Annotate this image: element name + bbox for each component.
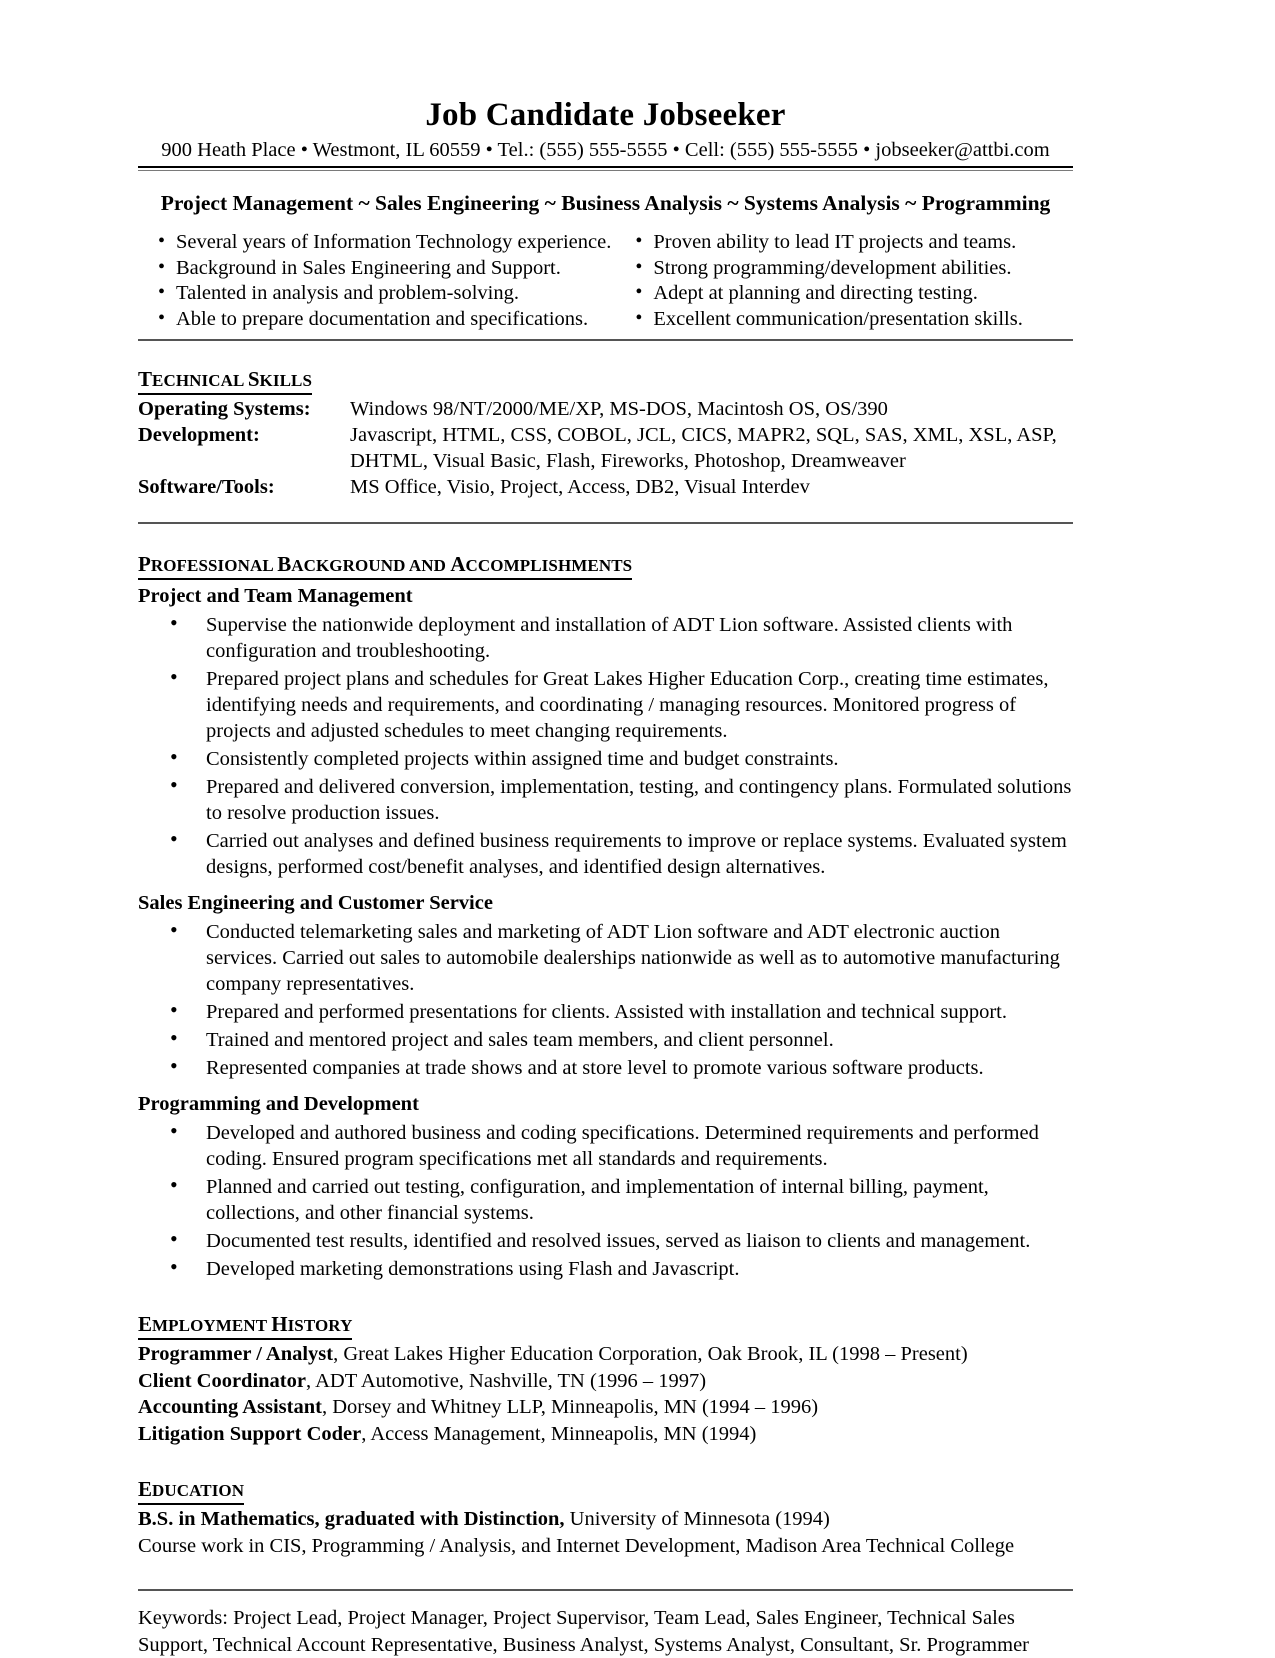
experience-bullet-text: Consistently completed projects within assigned time and budget constraints. [206, 748, 839, 770]
employment-job-detail: , Access Management, Minneapolis, MN (1994) [361, 1423, 756, 1445]
bullet-dot-icon: • [170, 1226, 178, 1252]
summary-column-left [138, 230, 611, 332]
heading-cap: T [138, 367, 152, 391]
heading-cap: E [138, 1312, 152, 1336]
bullet-dot-icon: • [170, 772, 178, 798]
summary-item [156, 281, 611, 307]
summary-item-text: Several years of Information Technology experience. [176, 231, 611, 253]
experience-bullet [138, 612, 1073, 664]
bullet-dot-icon: • [158, 229, 165, 255]
keywords-line: Support, Technical Account Representative, Business Analyst, Systems Analyst, Consultant, Sr. Programmer [138, 1632, 1073, 1658]
employment-entry [138, 1368, 1073, 1395]
experience-bullet [138, 999, 1073, 1025]
bullet-dot-icon: • [170, 1172, 178, 1198]
headline-tagline: Project Management ~ Sales Engineering ~ Business Analysis ~ Systems Analysis ~ Programming [138, 189, 1073, 217]
experience-bullet-text: Represented companies at trade shows and at store level to promote various software products. [206, 1057, 984, 1079]
heading-cap: E [138, 1477, 152, 1501]
skill-value: DHTML, Visual Basic, Flash, Fireworks, Photoshop, Dreamweaver [350, 448, 1073, 474]
summary-item-text: Adept at planning and directing testing. [653, 282, 978, 304]
experience-bullet-text: Conducted telemarketing sales and marketing of ADT Lion software and ADT electronic auction services. Carried out sales to automobile dealerships nationwide as well as to automotive manufacturing company representatives. [206, 921, 1060, 995]
experience-bullet-text: Prepared project plans and schedules for Great Lakes Higher Education Corp., creating time estimates, identifying needs and requirements, and coordinating / managing resources. Monitored progress of projects and adjusted schedules to meet changing requirements. [206, 668, 1048, 742]
summary-item [633, 307, 1079, 333]
bullet-dot-icon: • [158, 280, 165, 306]
education-degree: B.S. in Mathematics, graduated with Distinction, [138, 1508, 565, 1530]
summary-column-right [611, 230, 1079, 332]
skill-label: Development: [138, 422, 350, 448]
bullet-dot-icon: • [170, 917, 178, 943]
experience-bullet-text: Prepared and performed presentations for clients. Assisted with installation and technical support. [206, 1001, 1007, 1023]
heading-cap: A [450, 552, 465, 576]
heading-smallcaps: KILLS [260, 371, 312, 390]
skill-row [138, 396, 1073, 422]
skills-divider [138, 522, 1073, 524]
education-section [138, 1477, 1073, 1559]
experience-group-title: Programming and Development [138, 1091, 1073, 1118]
professional-background-section [138, 552, 1073, 1282]
experience-bullet-list [138, 612, 1073, 880]
bullet-dot-icon: • [170, 826, 178, 852]
employment-job-detail: , Dorsey and Whitney LLP, Minneapolis, MN (1994 – 1996) [322, 1396, 818, 1418]
experience-bullet [138, 1027, 1073, 1053]
summary-item [156, 307, 611, 333]
skill-row [138, 474, 1073, 500]
skill-row-continuation [138, 448, 1073, 474]
heading-smallcaps: ROFESSIONAL [151, 556, 277, 575]
education-institution: University of Minnesota (1994) [565, 1508, 830, 1530]
keywords-footer [138, 1605, 1073, 1658]
skill-label: Operating Systems: [138, 396, 350, 422]
experience-bullet [138, 1120, 1073, 1172]
heading-smallcaps: CCOMPLISHMENTS [466, 556, 633, 575]
summary-item-text: Excellent communication/presentation skills. [653, 308, 1022, 330]
heading-smallcaps: DUCATION [152, 1481, 244, 1500]
experience-group-title: Project and Team Management [138, 583, 1073, 610]
summary-item-text: Talented in analysis and problem-solving. [176, 282, 519, 304]
education-coursework-row: Course work in CIS, Programming / Analysis, and Internet Development, Madison Area Technical College [138, 1533, 1073, 1560]
experience-bullet [138, 1228, 1073, 1254]
experience-bullet-list [138, 919, 1073, 1081]
resume-content [138, 95, 1073, 1658]
keywords-line: Keywords: Project Lead, Project Manager, Project Supervisor, Team Lead, Sales Engineer, Technical Sales [138, 1605, 1073, 1632]
skill-value: Javascript, HTML, CSS, COBOL, JCL, CICS, MAPR2, SQL, SAS, XML, XSL, ASP, [350, 422, 1073, 448]
education-heading [138, 1477, 244, 1505]
experience-bullet-text: Documented test results, identified and resolved issues, served as liaison to clients and management. [206, 1230, 1030, 1252]
experience-bullet [138, 1256, 1073, 1282]
summary-item-text: Able to prepare documentation and specifications. [176, 308, 588, 330]
experience-bullet [138, 774, 1073, 826]
experience-bullet [138, 1055, 1073, 1081]
experience-bullet [138, 828, 1073, 880]
employment-history-section [138, 1312, 1073, 1447]
professional-background-heading [138, 552, 632, 580]
technical-skills-heading [138, 367, 312, 395]
heading-cap: H [271, 1312, 287, 1336]
bullet-dot-icon: • [170, 997, 178, 1023]
experience-bullet [138, 666, 1073, 744]
heading-smallcaps: ACKGROUND AND [291, 556, 450, 575]
experience-bullet-list [138, 1120, 1073, 1282]
employment-entry [138, 1341, 1073, 1368]
technical-skills-section [138, 367, 1073, 500]
summary-item [156, 256, 611, 282]
bullet-dot-icon: • [170, 1025, 178, 1051]
bullet-dot-icon: • [170, 1254, 178, 1280]
contact-line: 900 Heath Place • Westmont, IL 60559 • Tel.: (555) 555-5555 • Cell: (555) 555-5555 • jobseeker@attbi.com [138, 135, 1073, 163]
bullet-dot-icon: • [170, 1118, 178, 1144]
experience-bullet-text: Planned and carried out testing, configuration, and implementation of internal billing, payment, collections, and other financial systems. [206, 1176, 989, 1224]
heading-smallcaps: ECHNICAL [152, 371, 248, 390]
experience-bullet-text: Prepared and delivered conversion, implementation, testing, and contingency plans. Formulated solutions to resolve production issues. [206, 776, 1071, 824]
skill-row [138, 422, 1073, 448]
employment-entry [138, 1394, 1073, 1421]
bullet-dot-icon: • [170, 744, 178, 770]
employment-job-title: Client Coordinator [138, 1370, 306, 1392]
keywords-divider [138, 1589, 1073, 1591]
employment-job-title: Accounting Assistant [138, 1396, 322, 1418]
education-degree-row [138, 1506, 1073, 1533]
skill-label [138, 448, 350, 474]
bullet-dot-icon: • [170, 1053, 178, 1079]
summary-item [156, 230, 611, 256]
summary-highlights [138, 230, 1073, 332]
skill-label: Software/Tools: [138, 474, 350, 500]
bullet-dot-icon: • [158, 306, 165, 332]
summary-item [633, 230, 1079, 256]
employment-history-heading [138, 1312, 352, 1340]
experience-bullet-text: Carried out analyses and defined business requirements to improve or replace systems. Evaluated system designs, performed cost/benefit analyses, and identified design alternatives. [206, 830, 1067, 878]
summary-item [633, 281, 1079, 307]
bullet-dot-icon: • [635, 280, 642, 306]
employment-entry [138, 1421, 1073, 1448]
summary-divider [138, 339, 1073, 341]
experience-bullet-text: Supervise the nationwide deployment and installation of ADT Lion software. Assisted clients with configuration and troubleshooting. [206, 614, 1012, 662]
employment-job-detail: , Great Lakes Higher Education Corporation, Oak Brook, IL (1998 – Present) [333, 1343, 968, 1365]
summary-item-text: Strong programming/development abilities. [653, 257, 1011, 279]
heading-cap: B [277, 552, 291, 576]
bullet-dot-icon: • [635, 255, 642, 281]
candidate-name: Job Candidate Jobseeker [138, 95, 1073, 135]
bullet-dot-icon: • [158, 255, 165, 281]
experience-bullet [138, 746, 1073, 772]
heading-cap: P [138, 552, 151, 576]
experience-bullet-text: Developed and authored business and coding specifications. Determined requirements and performed coding. Ensured program specifications met all standards and requirements. [206, 1122, 1039, 1170]
bullet-dot-icon: • [170, 610, 178, 636]
bullet-dot-icon: • [635, 229, 642, 255]
skill-value: Windows 98/NT/2000/ME/XP, MS-DOS, Macintosh OS, OS/390 [350, 396, 1073, 422]
employment-job-detail: , ADT Automotive, Nashville, TN (1996 – 1997) [306, 1370, 706, 1392]
summary-item-text: Proven ability to lead IT projects and teams. [653, 231, 1016, 253]
employment-job-title: Programmer / Analyst [138, 1343, 333, 1365]
summary-item [633, 256, 1079, 282]
experience-group-title: Sales Engineering and Customer Service [138, 890, 1073, 917]
bullet-dot-icon: • [170, 664, 178, 690]
heading-smallcaps: MPLOYMENT [152, 1316, 271, 1335]
experience-bullet-text: Developed marketing demonstrations using Flash and Javascript. [206, 1258, 739, 1280]
skill-value: MS Office, Visio, Project, Access, DB2, Visual Interdev [350, 474, 1073, 500]
experience-bullet-text: Trained and mentored project and sales team members, and client personnel. [206, 1029, 834, 1051]
experience-bullet [138, 919, 1073, 997]
header-divider [138, 166, 1073, 171]
bullet-dot-icon: • [635, 306, 642, 332]
employment-job-title: Litigation Support Coder [138, 1423, 361, 1445]
summary-item-text: Background in Sales Engineering and Support. [176, 257, 561, 279]
experience-bullet [138, 1174, 1073, 1226]
heading-cap: S [248, 367, 260, 391]
heading-smallcaps: ISTORY [288, 1316, 353, 1335]
